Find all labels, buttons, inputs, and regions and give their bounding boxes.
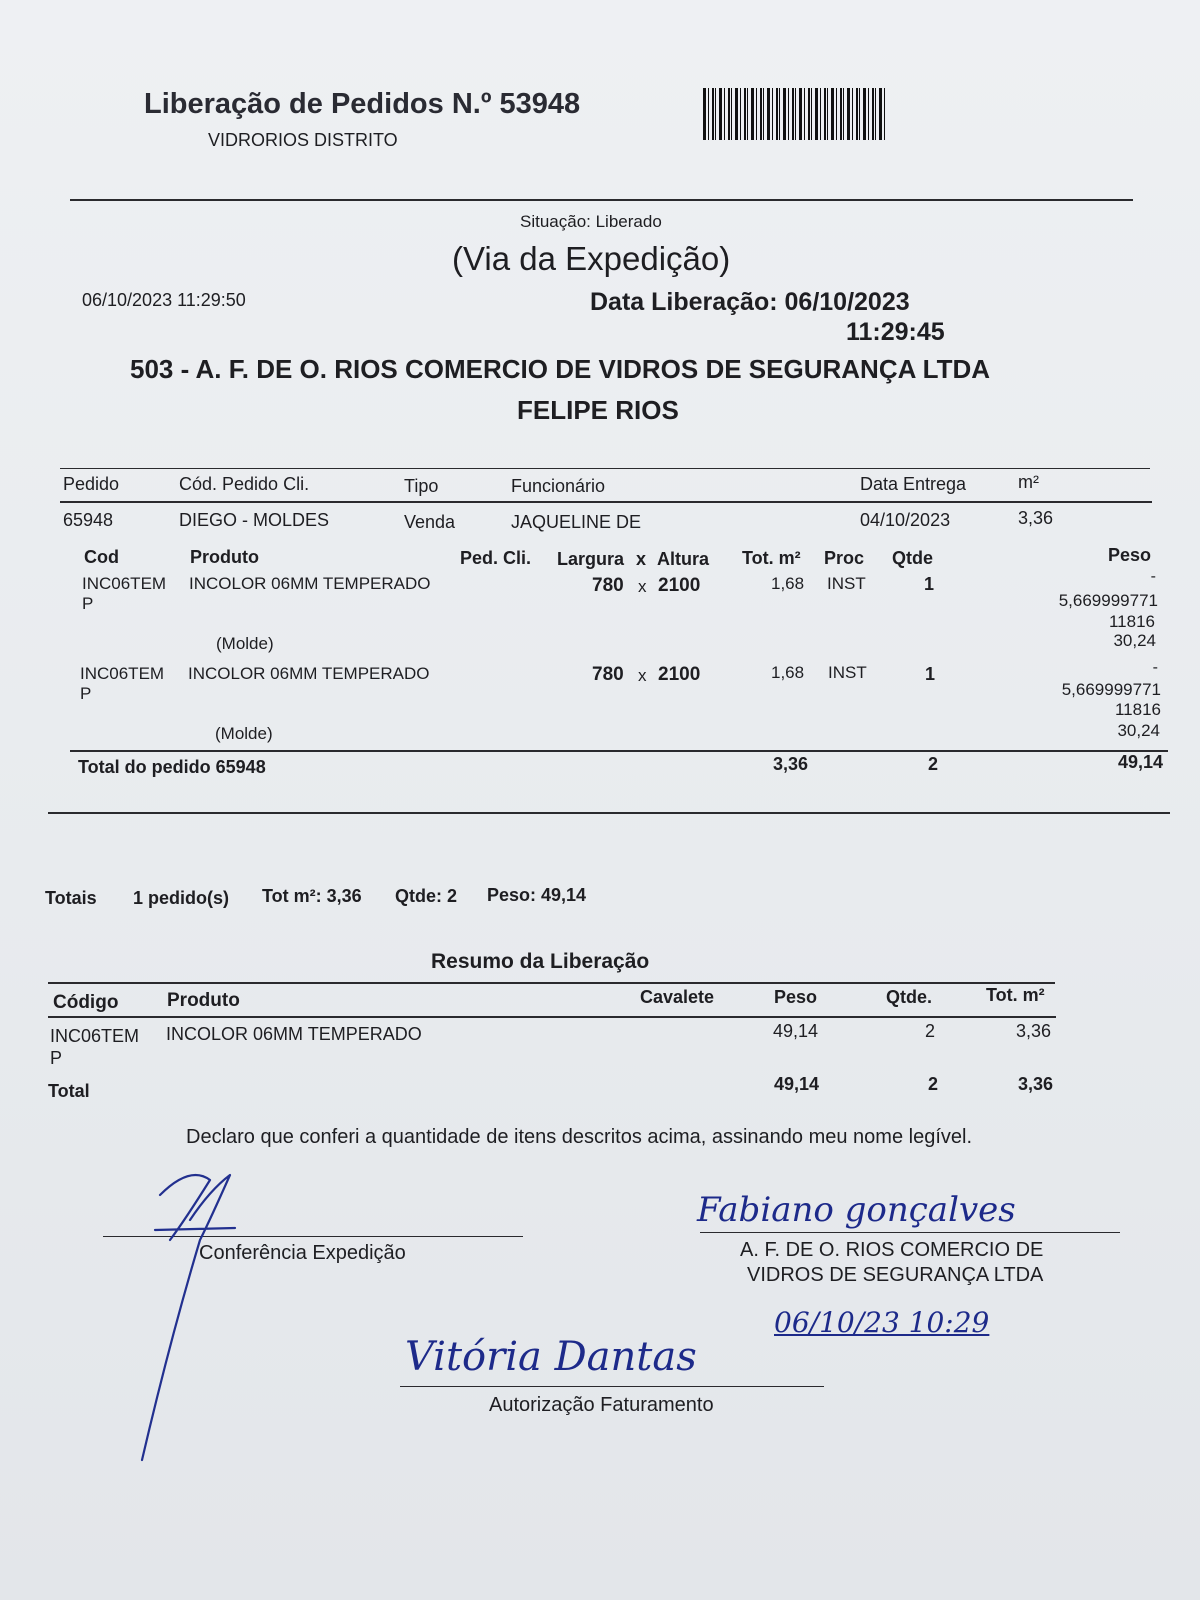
item-proc: INST	[828, 663, 867, 682]
col-header-m2: m²	[1018, 472, 1039, 492]
item-weight-total: 30,24	[1117, 721, 1160, 740]
summary-weight: 49,14	[773, 1021, 819, 1041]
col-header-funcionario: Funcionário	[511, 476, 606, 496]
document-title: Liberação de Pedidos N.º 53948	[144, 88, 581, 120]
release-time: 11:29:45	[846, 318, 945, 346]
autorizacao-handwritten-signature: Vitória Dantas	[405, 1334, 697, 1380]
release-date: Data Liberação: 06/10/2023	[590, 288, 910, 316]
order-m2: 3,36	[1018, 508, 1054, 528]
items-header-cod: Cod	[84, 547, 119, 567]
item-code: INC06TEM	[82, 574, 167, 593]
summary-total-label: Total	[48, 1081, 90, 1101]
totals-m2: Tot m²: 3,36	[262, 886, 362, 906]
item-x: x	[638, 577, 647, 596]
item-tot-m2: 1,68	[771, 574, 805, 593]
items-total-rule	[70, 750, 1168, 752]
summary-header-cavalete: Cavalete	[640, 987, 715, 1007]
order-total-m2: 3,36	[773, 754, 809, 774]
item-proc: INST	[827, 574, 866, 593]
summary-top-rule	[48, 982, 1055, 984]
order-table-top-rule	[60, 468, 1150, 469]
item-weight: 5,669999771	[1061, 680, 1161, 699]
totals-qty: Qtde: 2	[395, 886, 458, 906]
items-header-proc: Proc	[824, 548, 865, 568]
item-weight-total: 30,24	[1113, 631, 1156, 650]
item-weight-dash: -	[1150, 568, 1156, 585]
items-header-produto: Produto	[190, 547, 259, 567]
items-header-peso: Peso	[1108, 545, 1152, 565]
items-header-x: x	[636, 549, 647, 569]
barcode	[703, 88, 887, 140]
autorizacao-signature-line	[400, 1386, 824, 1387]
summary-m2: 3,36	[1016, 1021, 1052, 1041]
summary-title: Resumo da Liberação	[431, 950, 650, 973]
summary-code-cont: P	[50, 1048, 63, 1068]
summary-total-weight: 49,14	[774, 1074, 820, 1094]
col-header-data-entrega: Data Entrega	[860, 474, 967, 494]
totals-label: Totais	[45, 888, 97, 908]
summary-header-rule	[48, 1016, 1056, 1018]
col-header-cod-pedido-cli: Cód. Pedido Cli.	[179, 474, 310, 494]
item-code-cont: P	[82, 594, 94, 613]
item-height: 2100	[658, 575, 701, 596]
col-header-tipo: Tipo	[404, 476, 439, 496]
conferencia-signature	[130, 1160, 280, 1470]
item-weight: 5,669999771	[1058, 591, 1158, 610]
company-sign-line2: VIDROS DE SEGURANÇA LTDA	[747, 1264, 1044, 1286]
employee-name: JAQUELINE DE	[511, 512, 642, 532]
client-name: 503 - A. F. DE O. RIOS COMERCIO DE VIDROS DE SEGURANÇA LTDA	[130, 354, 991, 384]
items-header-qtde: Qtde	[892, 548, 934, 568]
items-header-largura: Largura	[557, 549, 625, 569]
totals-orders: 1 pedido(s)	[133, 888, 230, 908]
conferencia-label: Conferência Expedição	[199, 1242, 406, 1264]
client-order-code: DIEGO - MOLDES	[179, 510, 330, 530]
summary-header-codigo: Código	[53, 992, 119, 1013]
order-total-qty: 2	[928, 754, 939, 774]
items-header-tot-m2: Tot. m²	[742, 548, 801, 568]
item-tot-m2: 1,68	[771, 663, 805, 682]
company-handwritten-signature: Fabiano gonçalves	[697, 1190, 1016, 1230]
items-header-ped-cli: Ped. Cli.	[460, 548, 532, 568]
section-divider	[48, 812, 1170, 814]
order-table-header-rule	[60, 501, 1152, 503]
summary-total-qty: 2	[928, 1074, 939, 1094]
item-code: INC06TEM	[80, 664, 165, 683]
order-total-label: Total do pedido 65948	[78, 757, 266, 777]
company-short-name: VIDRORIOS DISTRITO	[208, 130, 398, 150]
summary-qty: 2	[925, 1021, 936, 1041]
summary-header-peso: Peso	[774, 987, 818, 1007]
order-type: Venda	[404, 512, 456, 532]
item-weight-cont: 11816	[1108, 612, 1155, 631]
summary-header-produto: Produto	[167, 990, 240, 1011]
summary-header-qtde: Qtde.	[886, 987, 933, 1007]
summary-total-m2: 3,36	[1018, 1074, 1054, 1094]
item-width: 780	[592, 575, 624, 596]
summary-product: INCOLOR 06MM TEMPERADO	[166, 1024, 422, 1044]
declaration-text: Declaro que conferi a quantidade de itens descritos acima, assinando meu nome legível.	[186, 1126, 973, 1148]
item-code-cont: P	[80, 684, 92, 703]
order-number: 65948	[63, 510, 114, 530]
item-weight-dash: -	[1152, 659, 1158, 676]
status-label: Situação: Liberado	[520, 212, 662, 231]
client-contact: FELIPE RIOS	[517, 395, 679, 425]
copy-type-title: (Via da Expedição)	[452, 240, 731, 277]
item-width: 780	[592, 664, 624, 685]
item-product: INCOLOR 06MM TEMPERADO	[189, 574, 431, 593]
company-sign-line1: A. F. DE O. RIOS COMERCIO DE	[740, 1239, 1044, 1261]
item-note: (Molde)	[215, 724, 273, 743]
items-header-altura: Altura	[657, 549, 710, 569]
item-x: x	[638, 666, 647, 685]
company-signature-line	[700, 1232, 1120, 1233]
handwritten-date: 06/10/23 10:29	[774, 1306, 990, 1339]
item-qty: 1	[924, 574, 935, 594]
delivery-date: 04/10/2023	[860, 510, 951, 530]
item-qty: 1	[925, 664, 936, 684]
item-weight-cont: 11816	[1114, 700, 1161, 719]
item-product: INCOLOR 06MM TEMPERADO	[188, 664, 430, 683]
item-height: 2100	[658, 664, 701, 685]
print-datetime: 06/10/2023 11:29:50	[82, 290, 246, 310]
col-header-pedido: Pedido	[63, 474, 120, 494]
header-divider	[70, 199, 1133, 201]
totals-weight: Peso: 49,14	[487, 885, 587, 905]
summary-code: INC06TEM	[50, 1026, 140, 1046]
autorizacao-label: Autorização Faturamento	[489, 1394, 714, 1416]
item-note: (Molde)	[216, 634, 274, 653]
order-total-weight: 49,14	[1117, 752, 1163, 772]
summary-header-tot-m2: Tot. m²	[986, 985, 1045, 1005]
